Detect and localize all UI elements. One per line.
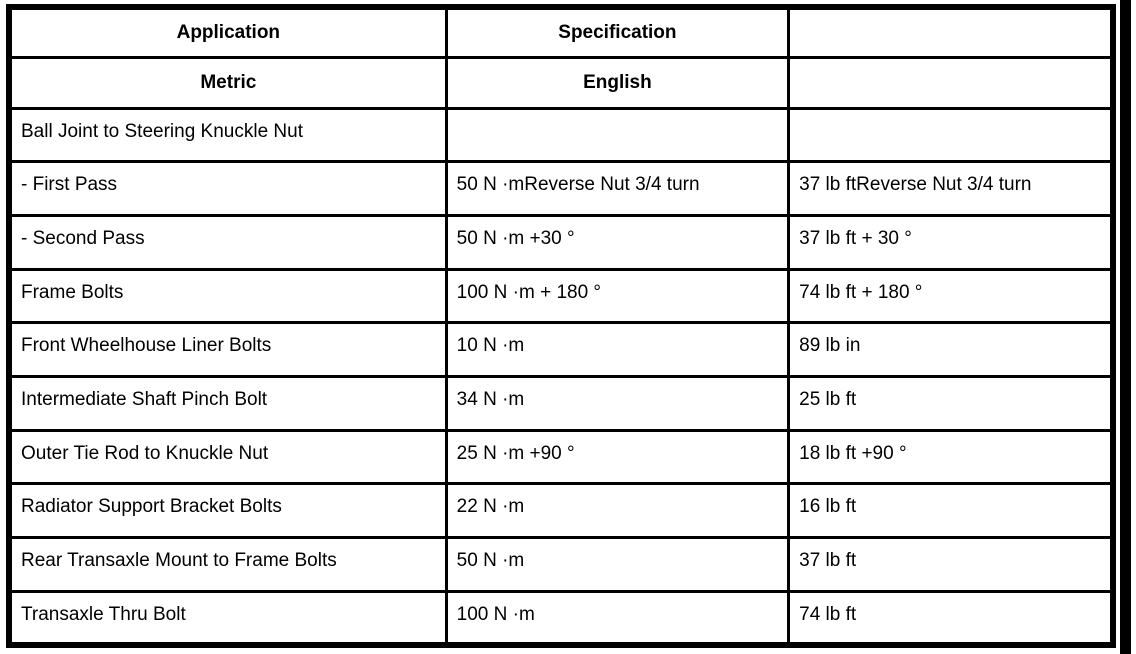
cell-metric: 50 N ·m +30 ° <box>446 216 788 270</box>
header-specification: Specification <box>446 7 788 58</box>
header-metric: Metric <box>9 58 446 109</box>
cell-english: 18 lb ft +90 ° <box>789 430 1113 484</box>
table-row <box>9 216 1113 270</box>
cell-english: 25 lb ft <box>789 377 1113 431</box>
cell-english: 37 lb ftReverse Nut 3/4 turn <box>789 162 1113 216</box>
table-row <box>9 591 1113 645</box>
cell-application: Frame Bolts <box>9 269 446 323</box>
table-row <box>9 484 1113 538</box>
header-row-main <box>9 7 1113 58</box>
cell-english: 37 lb ft + 30 ° <box>789 216 1113 270</box>
cell-application: Transaxle Thru Bolt <box>9 591 446 645</box>
cell-english: 74 lb ft <box>789 591 1113 645</box>
cell-metric <box>446 108 788 162</box>
table-row <box>9 269 1113 323</box>
cell-metric: 10 N ·m <box>446 323 788 377</box>
cell-metric: 50 N ·mReverse Nut 3/4 turn <box>446 162 788 216</box>
table-row <box>9 162 1113 216</box>
cell-english: 16 lb ft <box>789 484 1113 538</box>
table-row <box>9 430 1113 484</box>
cell-metric: 22 N ·m <box>446 484 788 538</box>
torque-spec-table <box>6 4 1116 648</box>
cell-application: Radiator Support Bracket Bolts <box>9 484 446 538</box>
header-blank <box>789 7 1113 58</box>
cell-metric: 50 N ·m <box>446 538 788 592</box>
cell-metric: 100 N ·m + 180 ° <box>446 269 788 323</box>
cell-english: 89 lb in <box>789 323 1113 377</box>
table-row <box>9 377 1113 431</box>
header-application: Application <box>9 7 446 58</box>
table-row <box>9 538 1113 592</box>
cell-application: Outer Tie Rod to Knuckle Nut <box>9 430 446 484</box>
header-row-units <box>9 58 1113 109</box>
cell-metric: 34 N ·m <box>446 377 788 431</box>
cell-application: - First Pass <box>9 162 446 216</box>
cell-application: - Second Pass <box>9 216 446 270</box>
cell-english: 74 lb ft + 180 ° <box>789 269 1113 323</box>
cell-application: Front Wheelhouse Liner Bolts <box>9 323 446 377</box>
cell-application: Rear Transaxle Mount to Frame Bolts <box>9 538 446 592</box>
scan-edge-artifact-bar <box>1120 0 1131 654</box>
cell-metric: 25 N ·m +90 ° <box>446 430 788 484</box>
cell-metric: 100 N ·m <box>446 591 788 645</box>
cell-english <box>789 108 1113 162</box>
table-row <box>9 108 1113 162</box>
header-english: English <box>446 58 788 109</box>
cell-english: 37 lb ft <box>789 538 1113 592</box>
table-row <box>9 323 1113 377</box>
header-units-blank <box>789 58 1113 109</box>
cell-application: Intermediate Shaft Pinch Bolt <box>9 377 446 431</box>
cell-application: Ball Joint to Steering Knuckle Nut <box>9 108 446 162</box>
